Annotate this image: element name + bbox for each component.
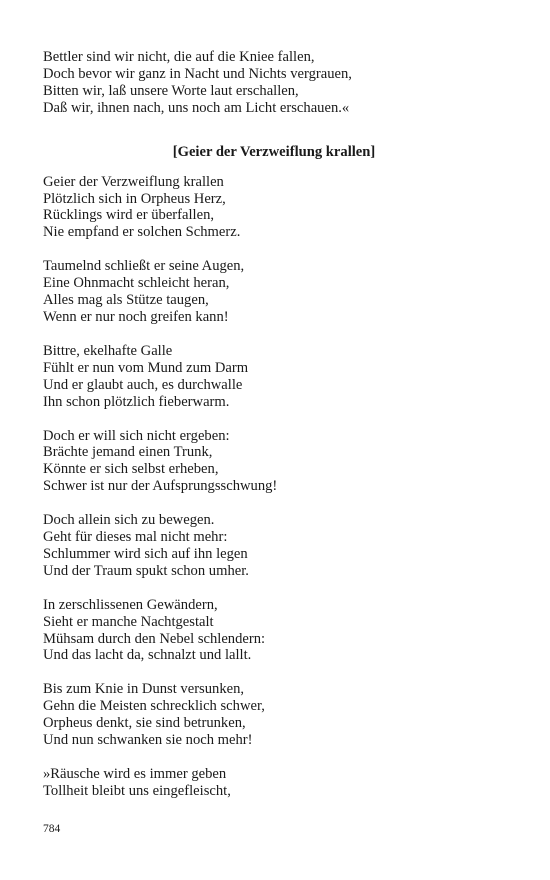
verse-line: Schwer ist nur der Aufsprungsschwung!: [43, 478, 278, 495]
verse-line: Könnte er sich selbst erheben,: [43, 461, 219, 478]
verse-line: Mühsam durch den Nebel schlendern:: [43, 630, 266, 647]
verse-line: Geht für dieses mal nicht mehr:: [43, 529, 228, 546]
verse-line: Taumelnd schließt er seine Augen,: [43, 258, 245, 275]
verse-line: Plötzlich sich in Orpheus Herz,: [43, 190, 226, 207]
page-number: 784: [43, 823, 61, 835]
verse-line: Doch er will sich nicht ergeben:: [43, 427, 230, 444]
stanza-3: [43, 343, 513, 411]
stanza-4: [43, 428, 513, 496]
verse-line: Bittre, ekelhafte Galle: [43, 342, 173, 359]
verse-line: Bitten wir, laß unsere Worte laut erschallen,: [43, 82, 299, 99]
verse-line: Bis zum Knie in Dunst versunken,: [43, 681, 245, 698]
verse-line: Eine Ohnmacht schleicht heran,: [43, 275, 230, 292]
verse-line: Wenn er nur noch greifen kann!: [43, 308, 229, 325]
verse-line: In zerschlissenen Gewändern,: [43, 596, 218, 613]
verse-line: Ihn schon plötzlich fieberwarm.: [43, 393, 230, 410]
verse-line: Orpheus denkt, sie sind betrunken,: [43, 715, 246, 732]
stanza-5: [43, 512, 513, 580]
verse-line: Sieht er manche Nachtgestalt: [43, 613, 214, 630]
verse-line: Und das lacht da, schnalzt und lallt.: [43, 647, 252, 664]
opening-stanza: [43, 49, 513, 117]
poem-title: [Geier der Verzweiflung krallen]: [172, 143, 376, 160]
verse-line: Tollheit bleibt uns eingefleischt,: [43, 782, 231, 799]
verse-line: Brächte jemand einen Trunk,: [43, 444, 213, 461]
stanza-1: [43, 174, 513, 242]
verse-line: Schlummer wird sich auf ihn legen: [43, 545, 248, 562]
verse-line: Bettler sind wir nicht, die auf die Kniee fallen,: [43, 49, 315, 65]
verse-line: Und der Traum spukt schon umher.: [43, 562, 249, 579]
verse-line: Alles mag als Stütze taugen,: [43, 292, 209, 309]
stanza-6: [43, 597, 513, 665]
book-page: [43, 49, 513, 800]
stanza-2: [43, 258, 513, 326]
verse-line: Fühlt er nun vom Mund zum Darm: [43, 359, 249, 376]
verse-line: Gehn die Meisten schrecklich schwer,: [43, 698, 265, 715]
verse-line: Doch allein sich zu bewegen.: [43, 512, 215, 529]
stanza-7: [43, 681, 513, 749]
verse-line: Doch bevor wir ganz in Nacht und Nichts vergrauen,: [43, 65, 352, 82]
verse-line: Und er glaubt auch, es durchwalle: [43, 376, 243, 393]
verse-line: Und nun schwanken sie noch mehr!: [43, 732, 253, 749]
stanza-8: [43, 766, 513, 800]
verse-line: Rücklings wird er überfallen,: [43, 207, 215, 224]
verse-line: »Räusche wird es immer geben: [43, 766, 227, 782]
verse-line: Geier der Verzweiflung krallen: [43, 173, 224, 190]
verse-line: Daß wir, ihnen nach, uns noch am Licht erschauen.«: [43, 99, 350, 116]
verse-line: Nie empfand er solchen Schmerz.: [43, 224, 241, 241]
